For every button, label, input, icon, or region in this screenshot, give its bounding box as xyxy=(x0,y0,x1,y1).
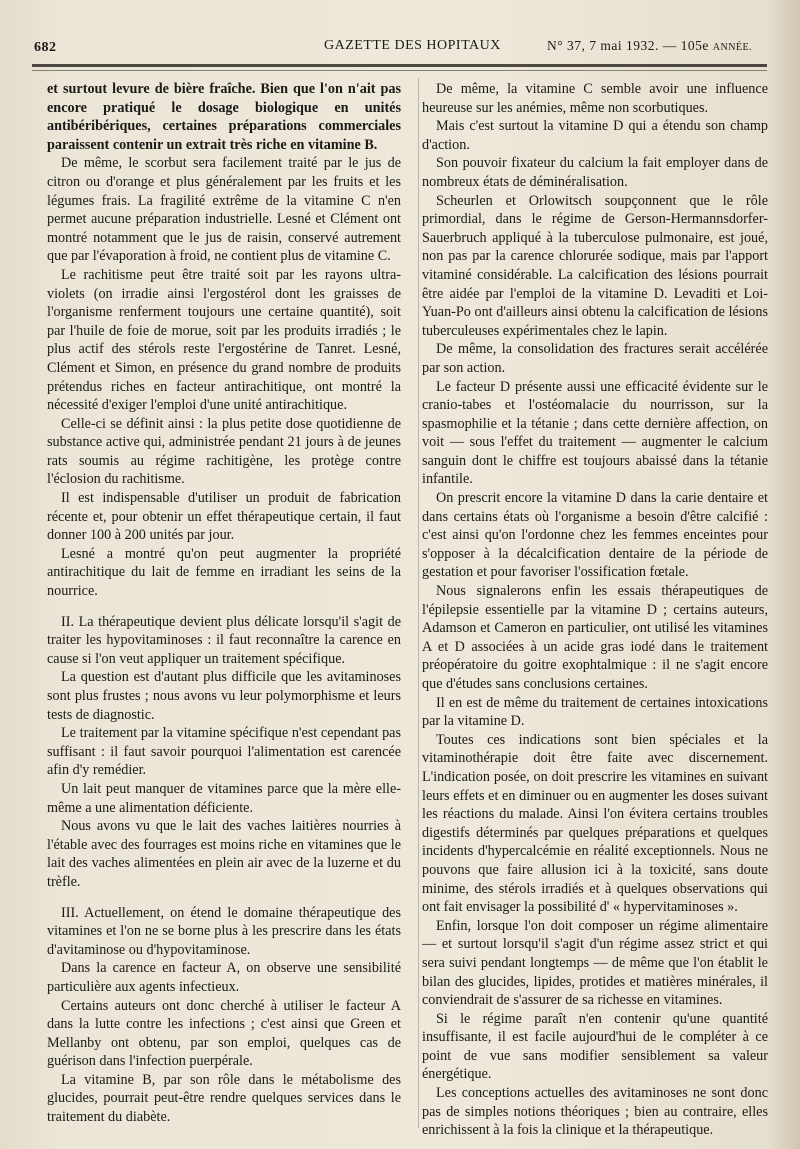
left-column xyxy=(47,80,401,1127)
paragraph: Son pouvoir fixateur du calcium la fait employer dans de nombreux états de déminéralisation. xyxy=(422,155,768,190)
paragraph: Nous avons vu que le lait des vaches laitières nourries à l'étable avec des fourrages est moins riche en vitamines que le lait des vaches alimentées en plein air avec de la luzerne et du trèfle. xyxy=(47,818,401,890)
issue-line xyxy=(547,38,752,54)
paragraph: Il est indispensable d'utiliser un produit de fabrication récente et, pour obtenir un effet thérapeutique certain, il faut donner 100 à 200 unités par jour. xyxy=(47,490,401,544)
paragraph: Les conceptions actuelles des avitaminoses ne sont donc pas de simples notions théoriques ; bien au contraire, elles enrichissent à la fois la clinique et la thérapeutique. xyxy=(422,1085,768,1139)
paragraph: Le traitement par la vitamine spécifique n'est cependant pas suffisant : il faut savoir pourquoi l'alimentation est carencée afin d'y remédier. xyxy=(47,725,401,779)
paragraph: De même, la vitamine C semble avoir une influence heureuse sur les anémies, même non scorbutiques. xyxy=(422,81,768,116)
paragraph: Il en est de même du traitement de certaines intoxications par la vitamine D. xyxy=(422,694,768,730)
page-number: 682 xyxy=(34,40,57,55)
paragraph: De même, la consolidation des fractures serait accélérée par son action. xyxy=(422,341,768,376)
paragraph: Le facteur D présente aussi une efficacité évidente sur le cranio-tabes et l'ostéomalacie du nourrisson, sur la spasmophilie et la tétanie ; dans cette dernière affection, on voit — sous l'effet du traitement — augmenter le calcium sanguin dont le chiffre est toujours abaissé dans la tétanie infantile. xyxy=(422,378,768,488)
section-paragraph: II. La thérapeutique devient plus délicate lorsqu'il s'agit de traiter les hypovitaminoses : il faut reconnaître la carence en cause si l'on veut appliquer un traitement spécifique. xyxy=(47,613,401,667)
paragraph: De même, le scorbut sera facilement traité par le jus de citron ou d'orange et plus généralement par les fruits et les légumes frais. La fragilité extrême de la vitamine C n'en permet aucune préparation industrielle. Lesné et Clément ont montré notamment que le jus de raisin, conservé autrement que par l'évaporation à froid, ne contient plus de vitamine C. xyxy=(47,155,401,265)
section-paragraph: III. Actuellement, on étend le domaine thérapeutique des vitamines et l'on ne se borne plus à les prescrire dans les états d'avitaminose ou d'hypovitaminose. xyxy=(47,904,401,958)
journal-title: GAZETTE DES HOPITAUX xyxy=(324,38,501,53)
paragraph: Celle-ci se définit ainsi : la plus petite dose quotidienne de substance active qui, administrée pendant 21 jours à de jeunes rats soumis au régime rachitigène, les protège contre l'éclosion du rachitisme. xyxy=(47,415,401,488)
paragraph: Nous signalerons enfin les essais thérapeutiques de l'épilepsie essentielle par la vitamine D ; certains auteurs, Adamson et Cameron en particulier, ont utilisé les vitamines A et D associées à un acide gras iodé dans le traitement préopératoire du goitre exophtalmique : il ne s'agit encore que d'études sans conclusions certaines. xyxy=(422,583,768,692)
paragraph: Dans la carence en facteur A, on observe une sensibilité particulière aux agents infectieux. xyxy=(47,960,401,995)
paragraph: La question est d'autant plus difficile que les avitaminoses sont plus frustes ; nous avons vu leur polymorphisme et leurs tests de diagnostic. xyxy=(47,669,401,723)
paragraph: et surtout levure de bière fraîche. Bien que l'on n'ait pas encore pratiqué le dosage biologique en unités antibéribériques, certaines préparations commerciales paraissent contenir un extrait très riche en vitamine B. xyxy=(47,81,401,153)
paragraph: Certains auteurs ont donc cherché à utiliser le facteur A dans la lutte contre les infections ; c'est ainsi que Green et Mellanby ont obtenu, par son emploi, quelques cas de guérison dans l'infection puerpérale. xyxy=(47,997,401,1070)
paragraph: Si le régime paraît n'en contenir qu'une quantité insuffisante, il est facile aujourd'hui de le compléter à ce point de vue sans modifier sensiblement sa valeur énergétique. xyxy=(422,1010,768,1083)
issue-suffix: ANNÉE. xyxy=(712,42,753,53)
paragraph: La vitamine B, par son rôle dans le métabolisme des glucides, pourrait peut-être rendre quelques services dans le traitement du diabète. xyxy=(47,1071,401,1126)
paragraph: Mais c'est surtout la vitamine D qui a étendu son champ d'action. xyxy=(422,118,768,153)
right-column xyxy=(422,80,768,1140)
issue-number: N° 37, 7 mai 1932. — 105e xyxy=(547,38,709,53)
paragraph: Toutes ces indications sont bien spéciales et la vitaminothérapie doit être faite avec discernement. L'indication posée, on doit prescrire les vitamines en suivant leurs effets et en diminuer ou en augmenter les doses suivant les réactions du malade. Ainsi l'on évitera certains troubles digestifs déterminés par quelques préparations et quelques incidents d'hypercalcémie en réalité exceptionnels. Nous ne pouvons que faire allusion ici à la toxicité, sans doute minime, des stérols irradiés et à quelques observations qui ont fait envisager la possibilité d' « hypervitaminoses ». xyxy=(422,731,768,916)
paragraph: Un lait peut manquer de vitamines parce que la mère elle-même a une alimentation déficiente. xyxy=(47,780,401,816)
paragraph: Le rachitisme peut être traité soit par les rayons ultra-violets (on irradie ainsi l'ergostérol dont les graisses de l'organisme renferment toujours une certaine quantité), soit par l'huile de foie de morue, soit par les produits irradiés ; le plus actif des stérols reste l'ergostérine de Tanret. Lesné, Clément et Simon, en présence du grand nombre de produits prétendus riches en facteur antirachitique, ont montré la nécessité d'exiger l'emploi d'une unité antirachitique. xyxy=(47,266,401,414)
running-header xyxy=(32,36,767,60)
paragraph: Scheurlen et Orlowitsch soupçonnent que le rôle primordial, dans le régime de Gerson-Hermannsdorfer-Sauerbruch appliqué à la tuberculose pulmonaire, est joué, non pas par la carence chlorurée sodique, mais par l'apport vitaminé considérable. La calcification des lésions pourrait être aidée par l'emploi de la vitamine D. Levaditi et Loi-Yuan-Po ont d'ailleurs ainsi obtenu la calcification de lésions tuberculeuses expérimentales chez le lapin. xyxy=(422,192,768,339)
column-separator xyxy=(418,78,419,1128)
paragraph: Enfin, lorsque l'on doit composer un régime alimentaire — et surtout lorsqu'il s'agit d'un régime assez strict et qui sera suivi pendant longtemps — de même que l'on établit le bilan des glucides, lipides, protides et matières minérales, il conviendrait de s'assurer de sa richesse en vitamines. xyxy=(422,917,768,1009)
header-rule-thin xyxy=(32,70,767,71)
paragraph: Lesné a montré qu'on peut augmenter la propriété antirachitique du lait de femme en irradiant les seins de la nourrice. xyxy=(47,545,401,600)
header-rule xyxy=(32,64,767,67)
paragraph: On prescrit encore la vitamine D dans la carie dentaire et dans certains états où l'organisme a besoin d'être calcifié : c'est ainsi qu'on l'ordonne chez les femmes enceintes pour s'opposer à la décalcification dentaire de la période de gestation et pour favoriser l'ossification fœtale. xyxy=(422,490,768,581)
